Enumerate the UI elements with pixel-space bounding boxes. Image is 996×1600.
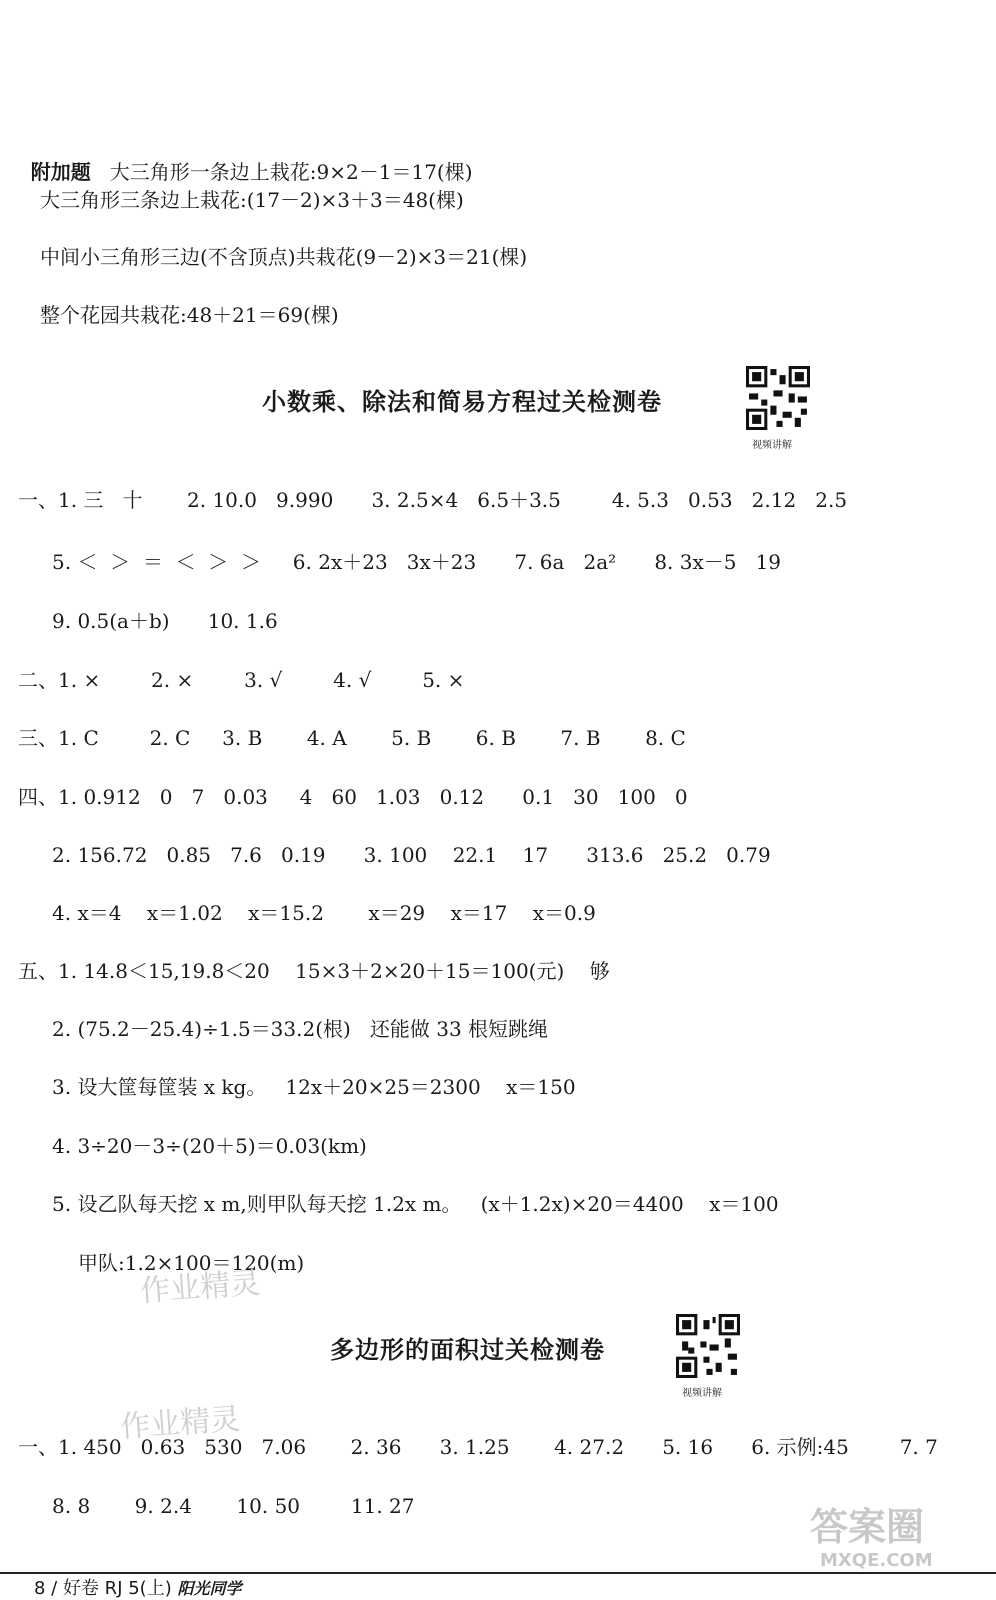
footer-text: 8 / 好卷 RJ 5(上) [34, 1578, 172, 1599]
watermark: 答案圈 [810, 1505, 925, 1549]
extra-line-3: 中间小三角形三边(不含顶点)共栽花(9－2)×3＝21(棵) [40, 245, 528, 269]
s2-row-2: 8. 8 9. 2.4 10. 50 11. 27 [52, 1494, 415, 1518]
footer [34, 1574, 241, 1600]
extra-line-1 [18, 127, 473, 187]
qr-code-icon[interactable] [676, 1314, 740, 1378]
s1-row-2: 5. ＜ ＞ ＝ ＜ ＞ ＞ 6. 2x＋23 3x＋23 7. 6a 2a² 8. 3x－5 19 [52, 550, 782, 574]
extra-line-2: 大三角形三条边上栽花:(17－2)×3＋3＝48(棵) [40, 188, 464, 212]
s1-row-3: 9. 0.5(a＋b) 10. 1.6 [52, 609, 278, 633]
s1-row-11: 3. 设大筐每筐装 x kg。 12x＋20×25＝2300 x＝150 [52, 1075, 576, 1099]
s1-row-13: 5. 设乙队每天挖 x m,则甲队每天挖 1.2x m。 (x＋1.2x)×20＝4400 x＝100 [52, 1192, 779, 1216]
section2-title: 多边形的面积过关检测卷 [330, 1336, 605, 1364]
s1-row-6: 四、1. 0.912 0 7 0.03 4 60 1.03 0.12 0.1 30 100 0 [18, 785, 688, 809]
watermark: 作业精灵 [139, 1265, 262, 1310]
s1-row-5: 三、1. C 2. C 3. B 4. A 5. B 6. B 7. B 8. C [18, 726, 686, 750]
s1-row-9: 五、1. 14.8＜15,19.8＜20 15×3＋2×20＋15＝100(元) 够 [18, 959, 610, 983]
watermark: 作业精灵 [119, 1401, 242, 1446]
extra-text-1: 大三角形一条边上栽花:9×2－1＝17(棵) [109, 160, 473, 184]
s1-row-12: 4. 3÷20－3÷(20＋5)＝0.03(km) [52, 1134, 367, 1158]
brand-logo: 阳光同学 [177, 1579, 242, 1598]
section1-title: 小数乘、除法和简易方程过关检测卷 [262, 388, 662, 416]
extra-label: 附加题 [30, 160, 91, 184]
qr-label: 视频讲解 [752, 440, 792, 451]
s2-row-1: 一、1. 450 0.63 530 7.06 2. 36 3. 1.25 4. 27.2 5. 16 6. 示例:45 7. 7 [18, 1435, 938, 1459]
s1-row-4: 二、1. × 2. × 3. √ 4. √ 5. × [18, 668, 465, 692]
extra-line-4: 整个花园共栽花:48＋21＝69(棵) [40, 303, 339, 327]
s1-row-14: 甲队:1.2×100＝120(m) [78, 1251, 305, 1275]
s1-row-7: 2. 156.72 0.85 7.6 0.19 3. 100 22.1 17 313.6 25.2 0.79 [52, 843, 771, 867]
qr-label: 视频讲解 [682, 1388, 722, 1399]
qr-code-icon[interactable] [746, 366, 810, 430]
s1-row-8: 4. x＝4 x＝1.02 x＝15.2 x＝29 x＝17 x＝0.9 [52, 901, 596, 925]
watermark: MXQE.COM [820, 1550, 933, 1571]
s1-row-10: 2. (75.2－25.4)÷1.5＝33.2(根) 还能做 33 根短跳绳 [52, 1017, 549, 1041]
s1-row-1: 一、1. 三 十 2. 10.0 9.990 3. 2.5×4 6.5＋3.5 4. 5.3 0.53 2.12 2.5 [18, 488, 848, 512]
